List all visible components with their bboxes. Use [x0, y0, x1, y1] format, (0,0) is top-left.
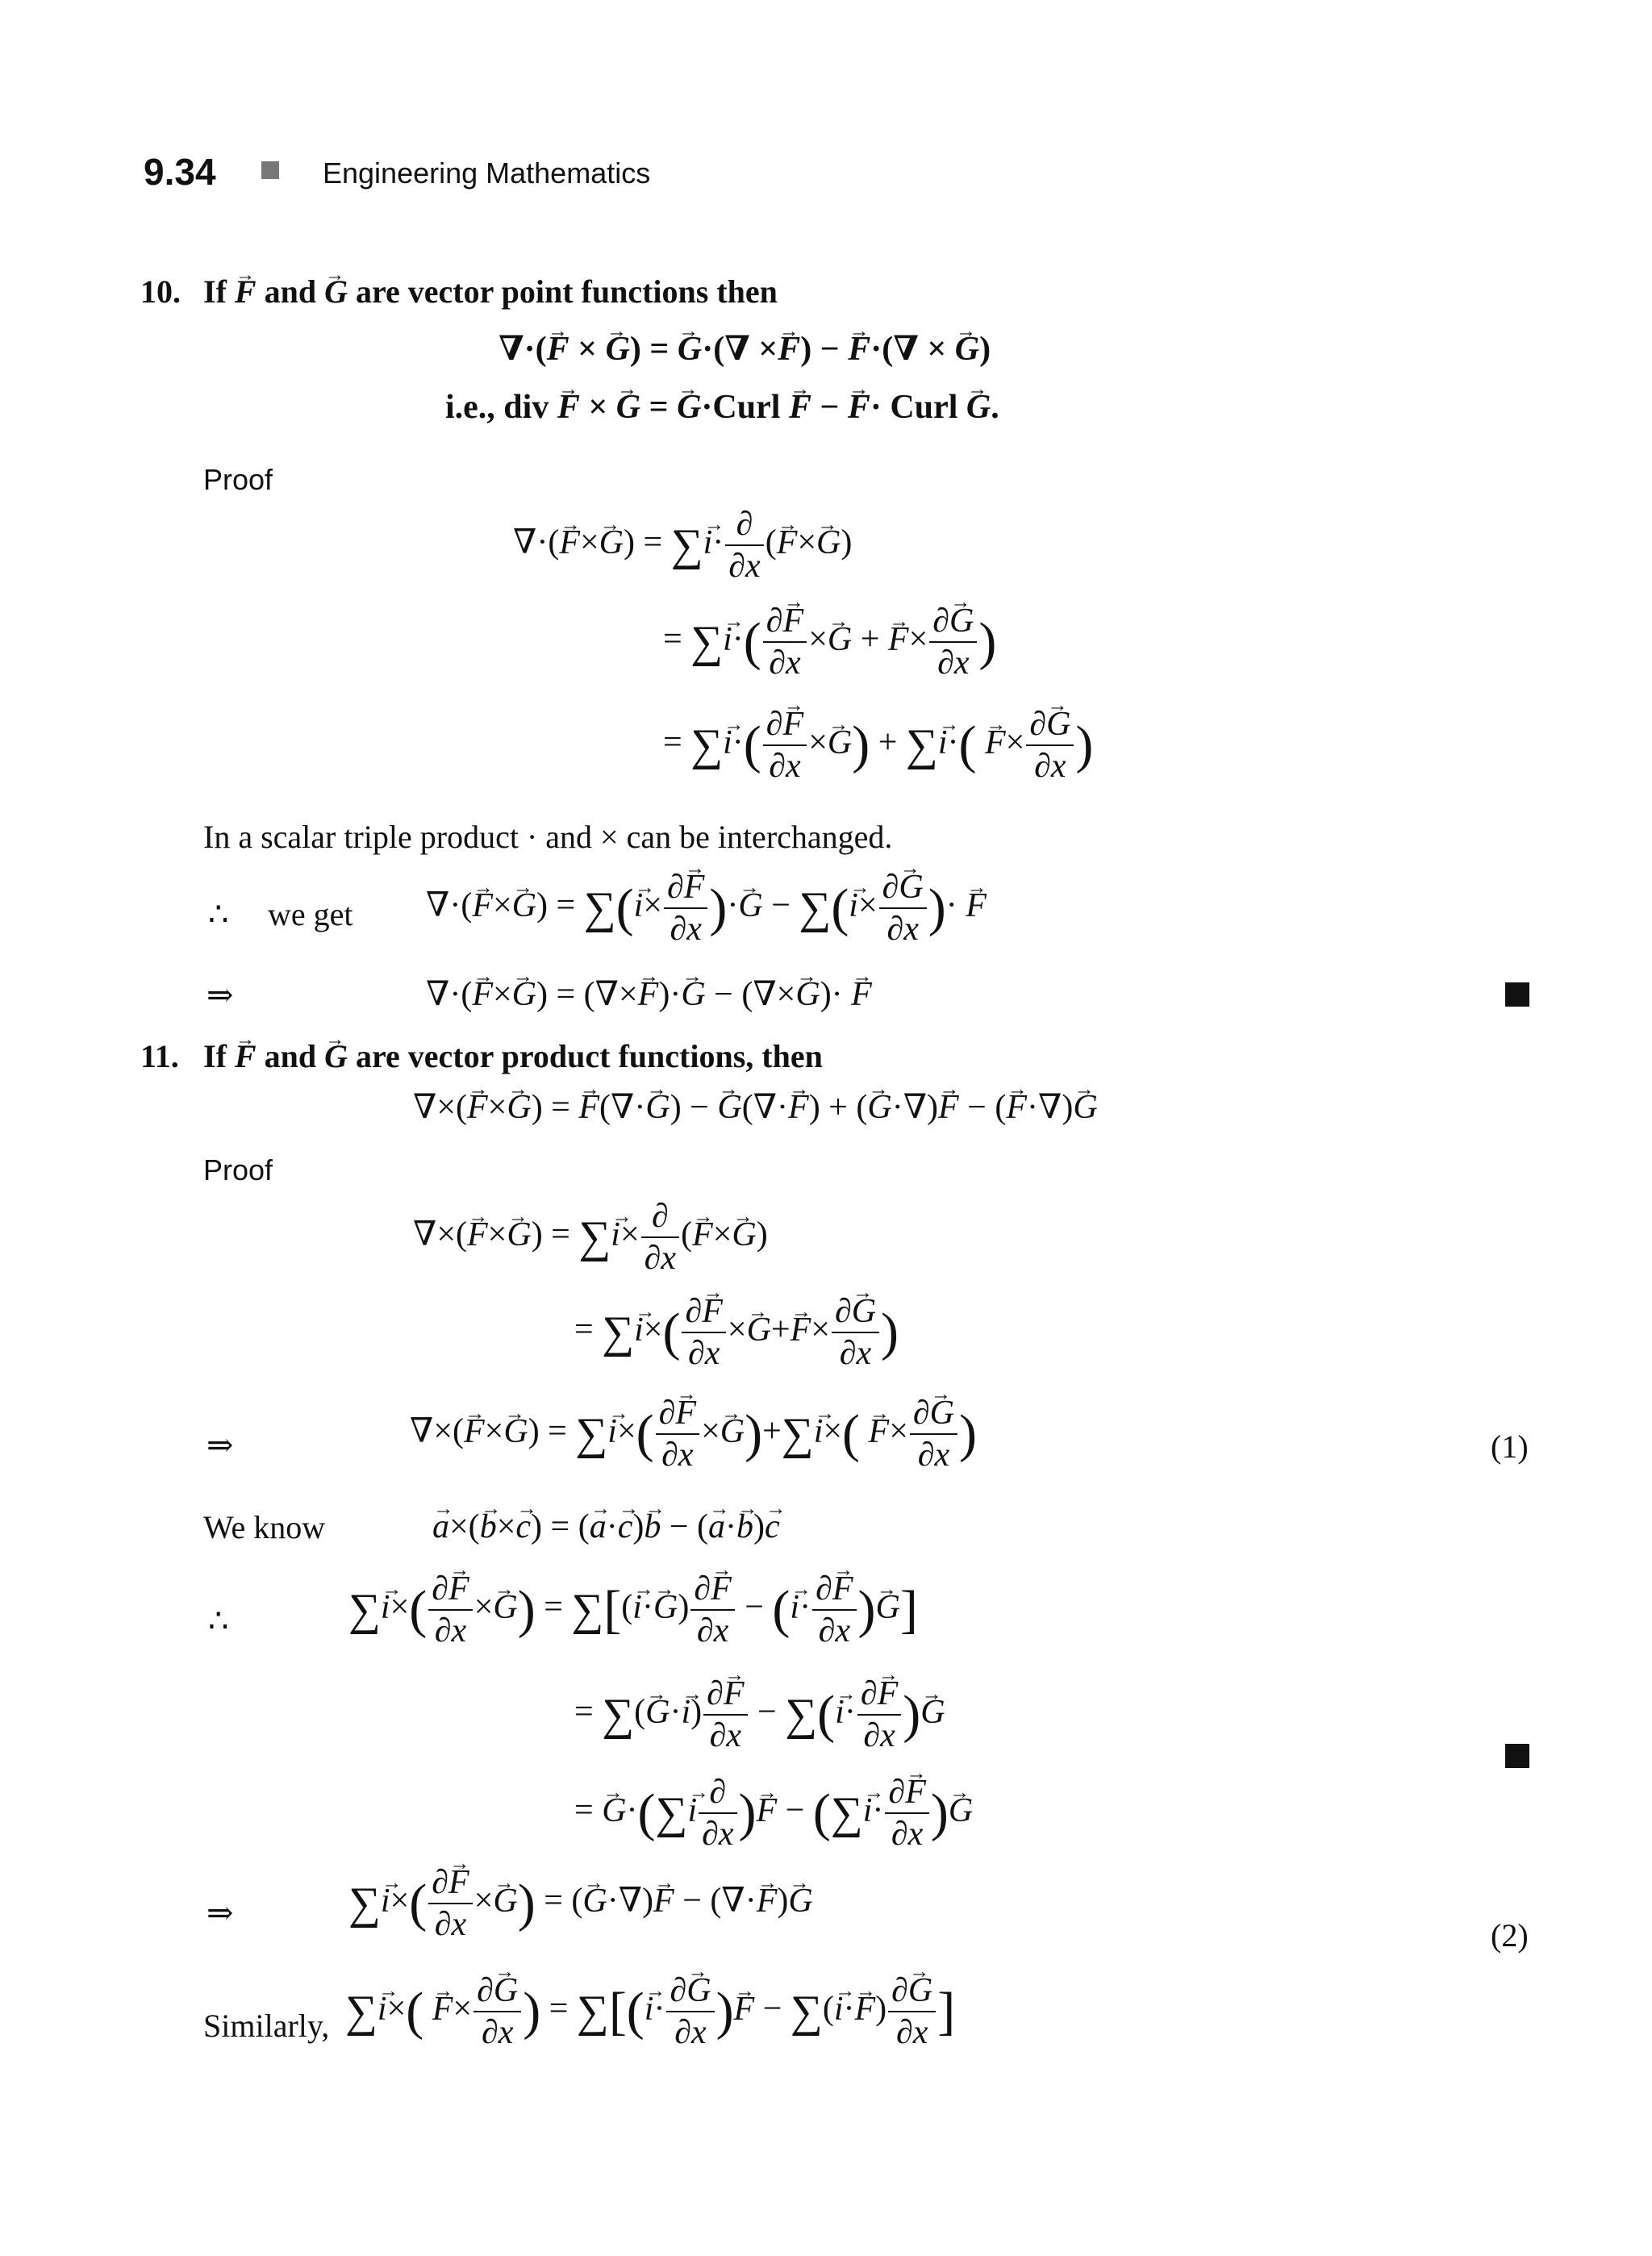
theorem-10-step-2: = ∑→ i·( $\frac{\partial\to F}{\partial x}$ ×→ G + → F× $\frac{\partial\to G}{\partial x}$ ) [663, 603, 996, 681]
implies-symbol: ⇒ [206, 977, 234, 1013]
theorem-10-step-1: ∇·(→ F×→ G) = ∑→ i· $\frac{\partial}{\partial x}$ (→ F×→ G) [513, 507, 852, 584]
theorem-10-restatement: i.e., div → F × → G = → G·Curl → F − → F· Curl → G. [445, 390, 999, 424]
therefore-symbol-2: ∴ [208, 1603, 229, 1639]
theorem-11-step-5: = ∑(→ G·→ i) $\frac{\partial\to F}{\partial x}$ − ∑(→ i· $\frac{\partial\to F}{\partial x}$ )→ G [574, 1676, 945, 1754]
theorem-10-statement: If → F and → G are vector point functions then [203, 276, 778, 308]
therefore-symbol: ∴ [208, 896, 229, 932]
equation-number-1: (1) [1491, 1428, 1529, 1465]
theorem-11-number: 11. [140, 1038, 179, 1074]
equation-number-2: (2) [1491, 1917, 1529, 1954]
theorem-11-statement: If → F and → G are vector product functions, then [203, 1040, 823, 1073]
theorem-11-step-1: ∇×(→ F×→ G) = ∑→ i× $\frac{\partial}{\partial x}$ (→ F×→ G) [413, 1199, 768, 1276]
theorem-10-conclusion: ∇·(→ F×→ G) = (∇×→ F)·→ G − (∇×→ G)· → F [426, 978, 872, 1011]
theorem-10-note: In a scalar triple product · and × can be interchanged. [203, 819, 893, 855]
end-of-proof-mark-2 [1505, 1744, 1529, 1768]
we-get-label: we get [268, 896, 353, 932]
book-title: Engineering Mathematics [323, 156, 651, 190]
theorem-11-step-6: = → G·(∑→ i $\frac{\partial}{\partial x}$ )→ F − (∑→ i· $\frac{\partial\to F}{\partial x}$ )→ G [574, 1774, 973, 1852]
theorem-11-proof-label: Proof [203, 1153, 273, 1186]
theorem-10-proof-label: Proof [203, 463, 273, 496]
triple-product-identity: → a×(→ b×→ c) = (→ a·→ c)→ b − (→ a·→ b)→ c [432, 1510, 780, 1544]
theorem-10-number: 10. [140, 273, 181, 310]
theorem-10-step-4: ∇·(→ F×→ G) = ∑(→ i× $\frac{\partial\to F}{\partial x}$ )·→ G − ∑(→ i× $\frac{\partial\to G}{\partial x}$ )· → F [426, 869, 987, 947]
we-know-label: We know [203, 1509, 326, 1545]
end-of-proof-mark [1505, 982, 1529, 1007]
theorem-11-step-8: ∑→ i×( → F× $\frac{\partial\to G}{\partial x}$ ) = ∑[(→ i· $\frac{\partial\to G}{\partial x}$ )→ F − ∑(→ i·→ F) $\frac{\partial\to G}{\partial x}$ ] [345, 1973, 955, 2050]
theorem-11-step-7: ∑→ i×( $\frac{\partial\to F}{\partial x}$ ×→ G) = (→ G·∇)→ F − (∇·→ F)→ G [348, 1865, 813, 1942]
theorem-11-step-4: ∑→ i×( $\frac{\partial\to F}{\partial x}$ ×→ G) = ∑[(→ i·→ G) $\frac{\partial\to F}{\partial x}$ − (→ i· $\frac{\partial\to F}{\partial x}$ )→ G] [348, 1571, 918, 1649]
theorem-11-identity: ∇×(→ F×→ G) = → F(∇·→ G) − → G(∇·→ F) + (→ G·∇)→ F − (→ F·∇)→ G [413, 1090, 1098, 1124]
implies-symbol-2: ⇒ [206, 1427, 234, 1463]
implies-symbol-3: ⇒ [206, 1895, 234, 1931]
theorem-11-step-2: = ∑→ i×( $\frac{\partial\to F}{\partial x}$ ×→ G+→ F× $\frac{\partial\to G}{\partial x}$ ) [574, 1294, 899, 1371]
page-number: 9.34 [144, 151, 216, 193]
theorem-11-step-3: ∇×(→ F×→ G) = ∑→ i×( $\frac{\partial\to F}{\partial x}$ ×→ G)+∑→ i×( → F× $\frac{\partial\to G}{\partial x}$ ) [410, 1395, 977, 1473]
theorem-10-identity: ∇·(→ F × → G) = → G·(∇ ×→ F) − → F·(∇ × → G) [499, 332, 991, 366]
theorem-10-step-3: = ∑→ i·( $\frac{\partial\to F}{\partial x}$ ×→ G) + ∑→ i·( → F× $\frac{\partial\to G}{\partial x}$ ) [663, 707, 1093, 784]
header-square-icon [261, 161, 279, 179]
similarly-label: Similarly, [203, 2008, 330, 2044]
